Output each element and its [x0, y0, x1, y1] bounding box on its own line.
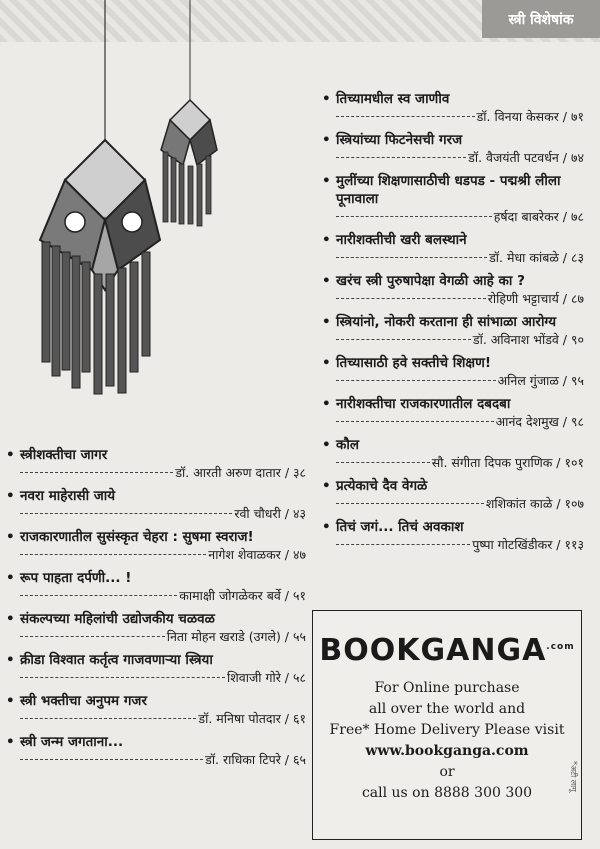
leader-dashes [336, 157, 466, 158]
bullet-icon: • [322, 519, 331, 535]
section-tab: स्त्री विशेषांक [482, 0, 600, 38]
bullet-icon: • [322, 273, 331, 289]
toc-entry[interactable] [322, 436, 584, 471]
leader-dashes [336, 380, 496, 381]
toc-entry[interactable] [322, 131, 584, 166]
bullet-icon: • [322, 355, 331, 371]
bullet-icon: • [322, 132, 331, 148]
entry-title: मुलींच्या शिक्षणासाठीची धडपड - पद्मश्री लीला पूनावाला [336, 173, 561, 207]
bullet-icon: • [322, 478, 331, 494]
bullet-icon: • [322, 173, 331, 189]
bullet-icon: • [6, 570, 15, 586]
toc-entry[interactable] [6, 733, 306, 768]
entry-byline: डॉ. राधिका टिपरे / ६५ [205, 752, 306, 767]
lantern-small-illustration [155, 0, 225, 230]
toc-entry[interactable] [6, 569, 306, 604]
bullet-icon: • [322, 91, 331, 107]
entry-byline: सौ. संगीता दिपक पुराणिक / १०१ [431, 455, 584, 470]
entry-title: तिच्यासाठी हवे सक्तीचे शिक्षण! [336, 355, 491, 371]
entry-byline: हर्षदा बाबरेकर / ७८ [493, 209, 584, 224]
toc-entry[interactable] [322, 395, 584, 430]
toc-entry[interactable] [322, 354, 584, 389]
leader-dashes [20, 718, 196, 719]
leader-dashes [20, 554, 206, 555]
leader-dashes [336, 298, 486, 299]
entry-byline: नागेश शेवाळकर / ४७ [208, 547, 306, 562]
leader-dashes [336, 421, 494, 422]
entry-title: नवरा माहेरासी जाये [20, 488, 116, 504]
leader-dashes [20, 513, 232, 514]
toc-entry[interactable] [6, 610, 306, 645]
entry-byline: डॉ. अविनाश भोंडवे / ९० [472, 332, 584, 347]
toc-entry[interactable] [322, 272, 584, 307]
toc-entry[interactable] [322, 172, 584, 225]
entry-byline: डॉ. विनया केसकर / ७१ [476, 109, 584, 124]
toc-entry[interactable] [322, 477, 584, 512]
toc-right-column [322, 90, 584, 559]
bullet-icon: • [322, 396, 331, 412]
leader-dashes [336, 116, 475, 117]
leader-dashes [336, 257, 487, 258]
entry-title: नारीशक्तीची खरी बलस्थाने [336, 232, 467, 248]
entry-byline: रोहिणी भट्टाचार्य / ८७ [487, 291, 584, 306]
bullet-icon: • [322, 314, 331, 330]
entry-title: प्रत्येकाचे दैव वेगळे [336, 478, 428, 494]
toc-entry[interactable] [322, 231, 584, 266]
entry-byline: अनिल गुंजाळ / ९५ [497, 373, 584, 388]
bullet-icon: • [6, 734, 15, 750]
ad-phone[interactable]: call us on 8888 300 300 [361, 785, 533, 801]
entry-title: तिचं जगं... तिचं अवकाश [336, 519, 464, 535]
toc-entry[interactable] [6, 487, 306, 522]
ad-or: or [439, 764, 455, 780]
entry-title: क्रीडा विश्वात कर्तृत्व गाजवणाऱ्या स्त्रिया [20, 652, 213, 668]
toc-entry[interactable] [6, 446, 306, 481]
bullet-icon: • [6, 652, 15, 668]
entry-byline: आनंद देशमुख / ९८ [495, 414, 584, 429]
toc-entry[interactable] [322, 313, 584, 348]
lantern-large-illustration [20, 0, 170, 400]
toc-entry[interactable] [6, 651, 306, 686]
ad-line-3: Free* Home Delivery Please visit [329, 722, 565, 738]
entry-title: खरंच स्त्री पुरुषापेक्षा वेगळी आहे का ? [336, 273, 525, 289]
bookganga-logo [313, 633, 581, 668]
entry-byline: रवी चौधरी / ४३ [234, 506, 306, 521]
entry-title: राजकारणातील सुसंस्कृत चेहरा : सुषमा स्वराज! [20, 529, 254, 545]
entry-title: स्त्रीशक्तीचा जागर [20, 447, 108, 463]
entry-byline: शशिकांत काळे / १०७ [485, 496, 584, 511]
leader-dashes [336, 462, 430, 463]
ad-line-2: all over the world and [368, 701, 526, 717]
bullet-icon: • [6, 488, 15, 504]
bullet-icon: • [6, 611, 15, 627]
leader-dashes [20, 595, 177, 596]
bullet-icon: • [6, 447, 15, 463]
entry-title: स्त्रियांनो, नोकरी करताना ही सांभाळा आरोग्य [336, 314, 557, 330]
ad-line-1: For Online purchase [374, 680, 520, 696]
entry-title: रूप पाहता दर्पणी... ! [20, 570, 132, 586]
entry-title: स्त्रियांच्या फिटनेसची गरज [336, 132, 463, 148]
leader-dashes [336, 339, 471, 340]
toc-entry[interactable] [322, 90, 584, 125]
leader-dashes [336, 503, 484, 504]
entry-byline: शिवाजी गोरे / ५८ [227, 670, 306, 685]
leader-dashes [336, 544, 470, 545]
entry-byline: निता मोहन खराडे (उगले) / ५५ [166, 629, 306, 644]
bullet-icon: • [6, 693, 15, 709]
leader-dashes [20, 759, 203, 760]
entry-title: स्त्री भक्तीचा अनुपम गजर [20, 693, 147, 709]
logo-text: BOOKGANGA [319, 633, 547, 668]
entry-title: कौल [336, 437, 360, 453]
entry-byline: कामाक्षी जोगळेकर बर्वे / ५१ [179, 588, 306, 603]
toc-entry[interactable] [322, 518, 584, 553]
bookganga-ad[interactable] [312, 610, 582, 840]
ad-url-link[interactable]: www.bookganga.com [365, 743, 529, 759]
leader-dashes [336, 216, 492, 217]
toc-left-column [6, 446, 306, 774]
entry-title: स्त्री जन्म जगताना... [20, 734, 124, 750]
leader-dashes [20, 472, 173, 473]
bullet-icon: • [322, 232, 331, 248]
entry-byline: डॉ. आरती अरुण दातार / ३८ [175, 465, 306, 480]
terms-note: *अटी लागू [569, 761, 578, 792]
toc-entry[interactable] [6, 692, 306, 727]
bullet-icon: • [322, 437, 331, 453]
entry-byline: डॉ. मनिषा पोतदार / ६१ [198, 711, 306, 726]
leader-dashes [20, 677, 225, 678]
bullet-icon: • [6, 529, 15, 545]
toc-entry[interactable] [6, 528, 306, 563]
logo-dotcom: .com [546, 642, 575, 652]
entry-byline: डॉ. मेधा कांबळे / ८३ [489, 250, 584, 265]
entry-title: संकल्पच्या महिलांची उद्योजकीय चळवळ [20, 611, 215, 627]
entry-title: तिच्यामधील स्व जाणीव [336, 91, 450, 107]
entry-byline: डॉ. वैजयंती पटवर्धन / ७४ [468, 150, 584, 165]
entry-title: नारीशक्तीचा राजकारणातील दबदबा [336, 396, 511, 412]
entry-byline: पुष्पा गोटखिंडीकर / ११३ [472, 537, 584, 552]
leader-dashes [20, 636, 165, 637]
